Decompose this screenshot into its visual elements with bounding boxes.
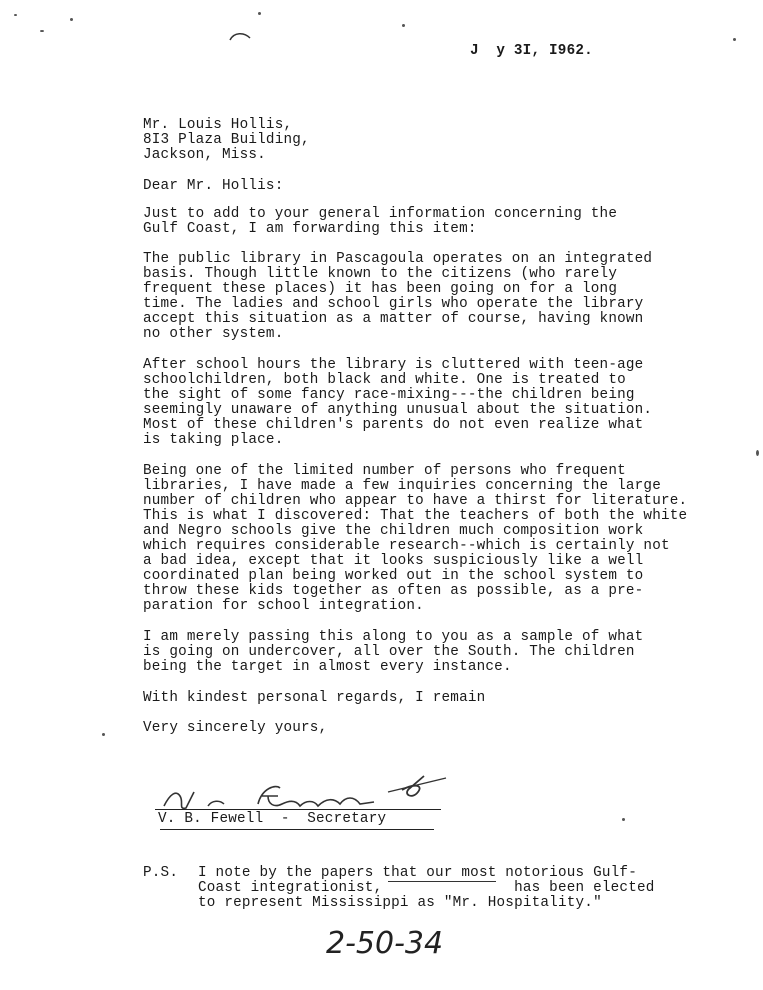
signature-rule-bottom bbox=[160, 829, 434, 830]
scan-speck bbox=[14, 14, 17, 16]
text-line: the sight of some fancy race-mixing---the children being bbox=[143, 387, 635, 403]
text-line: frequent these places) it has been going on for a long bbox=[143, 281, 618, 297]
paragraph-4 bbox=[143, 464, 687, 614]
scan-speck bbox=[40, 30, 44, 32]
text-line: With kindest personal regards, I remain bbox=[143, 690, 486, 706]
text-line: number of children who appear to have a thirst for literature. bbox=[143, 493, 688, 509]
text-line: throw these kids together as often as possible, as a pre- bbox=[143, 583, 644, 599]
scan-speck bbox=[733, 38, 736, 41]
text-line: a bad idea, except that it looks suspiciously like a well bbox=[143, 553, 644, 569]
text-line: seemingly unaware of anything unusual about the situation. bbox=[143, 402, 653, 418]
text-line: paration for school integration. bbox=[143, 598, 424, 614]
paragraph-2 bbox=[143, 252, 652, 342]
text-line: schoolchildren, both black and white. One is treated to bbox=[143, 372, 626, 388]
text-line: coordinated plan being worked out in the school system to bbox=[143, 568, 644, 584]
text-line: Most of these children's parents do not even realize what bbox=[143, 417, 644, 433]
scan-speck bbox=[402, 24, 405, 27]
paragraph-6 bbox=[143, 691, 485, 706]
text-line: time. The ladies and school girls who operate the library bbox=[143, 296, 644, 312]
text-line: no other system. bbox=[143, 326, 284, 342]
letter-date: J y 3I, I962. bbox=[470, 43, 593, 59]
closing: Very sincerely yours, bbox=[143, 720, 328, 736]
text-line: Coast integrationist, has been elected bbox=[198, 880, 655, 896]
text-line: being the target in almost every instance. bbox=[143, 659, 512, 675]
paragraph-5 bbox=[143, 630, 643, 675]
text-line: Being one of the limited number of persons who frequent bbox=[143, 463, 626, 479]
address-line: Jackson, Miss. bbox=[143, 147, 266, 163]
scan-speck bbox=[70, 18, 73, 21]
handwritten-file-number: 2-50-34 bbox=[326, 926, 444, 961]
text-line: is going on undercover, all over the South. The children bbox=[143, 644, 635, 660]
postscript-label: P.S. bbox=[143, 865, 179, 881]
text-line: accept this situation as a matter of course, having known bbox=[143, 311, 644, 327]
paragraph-3 bbox=[143, 358, 652, 448]
signature-name: V. B. Fewell - Secretary bbox=[158, 811, 387, 827]
signature-rule-top bbox=[155, 809, 441, 810]
text-line: This is what I discovered: That the teachers of both the white bbox=[143, 508, 688, 524]
text-line: and Negro schools give the children much composition work bbox=[143, 523, 644, 539]
text-line: Gulf Coast, I am forwarding this item: bbox=[143, 221, 477, 237]
text-line: I note by the papers that our most notorious Gulf- bbox=[198, 865, 637, 881]
text-line: which requires considerable research--which is certainly not bbox=[143, 538, 670, 554]
text-line: libraries, I have made a few inquiries concerning the large bbox=[143, 478, 661, 494]
paragraph-1 bbox=[143, 207, 617, 237]
text-line: basis. Though little known to the citizens (who rarely bbox=[143, 266, 618, 282]
text-line: Just to add to your general information concerning the bbox=[143, 206, 618, 222]
recipient-address bbox=[143, 118, 310, 163]
scan-mark bbox=[228, 30, 252, 42]
text-line: I am merely passing this along to you as a sample of what bbox=[143, 629, 644, 645]
postscript bbox=[198, 866, 655, 911]
scan-speck bbox=[622, 818, 625, 821]
scan-speck bbox=[102, 733, 105, 736]
ps-underline bbox=[388, 881, 496, 882]
text-line: The public library in Pascagoula operates on an integrated bbox=[143, 251, 653, 267]
text-line: is taking place. bbox=[143, 432, 284, 448]
address-line: 8I3 Plaza Building, bbox=[143, 132, 310, 148]
scan-speck bbox=[756, 450, 759, 456]
address-line: Mr. Louis Hollis, bbox=[143, 117, 293, 133]
text-line: to represent Mississippi as "Mr. Hospitality." bbox=[198, 895, 602, 911]
text-line: After school hours the library is cluttered with teen-age bbox=[143, 357, 644, 373]
scan-speck bbox=[258, 12, 261, 15]
salutation: Dear Mr. Hollis: bbox=[143, 178, 284, 194]
